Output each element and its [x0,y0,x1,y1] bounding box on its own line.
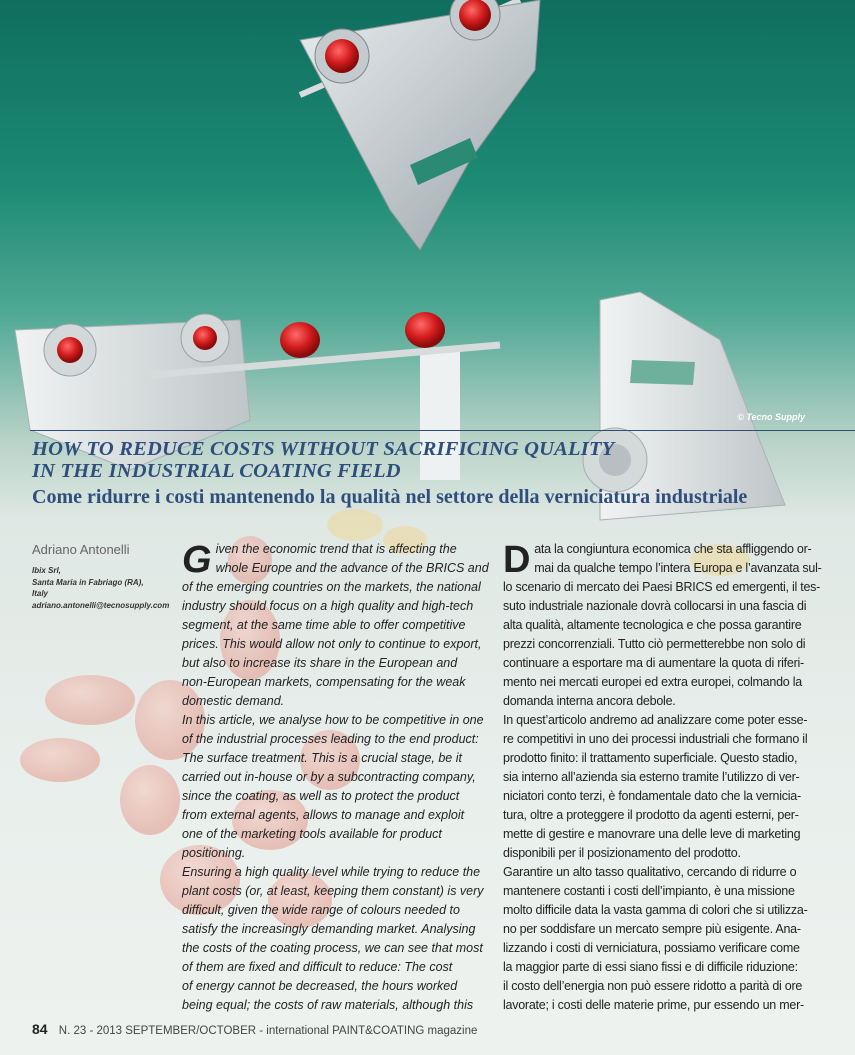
magazine-info: N. 23 - 2013 SEPTEMBER/OCTOBER - international PAINT&COATING magazine [58,1025,478,1037]
text-line: il costo dell’energia non può essere ridotto a parità di ore [503,979,803,993]
text-line: lizzando i costi di verniciatura, possiamo verificare come [503,941,800,955]
text-line: carried out in-house or by a subcontracting company, [182,770,476,784]
author-country: Italy [32,589,49,598]
text-line: tura, oltre a proteggere il prodotto da agenti esterni, per- [503,808,799,822]
text-line: whole Europe and the advance of the BRICS and [215,561,489,575]
english-text [182,540,487,1015]
red-cap [405,312,445,348]
photo-credit: © Tecno Supply [737,412,805,422]
title-english-line: IN THE INDUSTRIAL COATING FIELD [32,460,401,482]
text-line: the costs of the coating process, we can see that most [182,941,483,955]
text-line: segment, at the same time able to offer competitive [182,618,466,632]
drop-cap: G [182,539,212,581]
text-line: prices. This would allow not only to continue to export, [182,637,482,651]
text-line: domanda interna ancora debole. [503,694,676,708]
text-line: of the industrial processes leading to the end product: [182,732,479,746]
text-line: la maggior parte di essi siano fissi e di difficile riduzione: [503,960,798,974]
text-line: of the emerging countries on the markets, the national [182,580,481,594]
author-affiliation [32,565,182,611]
page-number: 84 [32,1021,48,1037]
author-email: adriano.antonelli@tecnosupply.com [32,600,170,610]
text-line: positioning. [182,846,246,860]
italian-text [503,540,822,1015]
text-line: iven the economic trend that is affecting the [215,542,457,556]
text-line: of energy cannot be decreased, the hours worked [182,979,458,993]
author-name: Adriano Antonelli [32,542,130,557]
text-line: of them are fixed and difficult to reduce: The cost [182,960,453,974]
text-line: lavorate; i costi delle materie prime, pur essendo un mer- [503,998,804,1012]
red-cap [193,326,217,350]
text-line: prodotto finito: il trattamento superficiale. Questo stadio, [503,751,798,765]
text-line: mantenere costanti i costi dell’impianto, è una missione [503,884,795,898]
text-line: In quest’articolo andremo ad analizzare come poter esse- [503,713,808,727]
text-line: Garantire un alto tasso qualitativo, cercando di ridurre o [503,865,797,879]
text-line: one of the marketing tools available for product [182,827,442,841]
text-line: In this article, we analyse how to be competitive in one [182,713,484,727]
text-line: molto difficile data la vasta gamma di colori che si utilizza- [503,903,808,917]
text-line: industry should focus on a high quality and high-tech [182,599,474,613]
red-cap [280,322,320,358]
text-line: lo scenario di mercato dei Paesi BRICS ed emergenti, il tes- [503,580,821,594]
text-line: The surface treatment. This is a crucial stage, be it [182,751,462,765]
text-line: satisfy the increasingly demanding market. Analysing [182,922,476,936]
text-line: ata la congiuntura economica che sta affliggendo or- [534,542,812,556]
red-cap [325,39,359,73]
english-column [182,540,487,1015]
text-line: niciatori conto terzi, è fondamentale dato che la vernicia- [503,789,801,803]
text-line: no per soddisfare un mercato sempre più esigente. Ana- [503,922,801,936]
text-line: but also to increase its share in the European and [182,656,458,670]
text-line: alta qualità, altamente tecnologica e che possa garantire [503,618,802,632]
bracket-slot [630,360,695,385]
text-line: disponibili per il posizionamento del prodotto. [503,846,741,860]
text-line: continuare a esportare ma di aumentare la quota di riferi- [503,656,804,670]
text-line: mette di gestire e manovrare una delle leve di marketing [503,827,801,841]
text-line: from external agents, allows to manage and exploit [182,808,465,822]
text-line: being equal; the costs of raw materials, although this [182,998,474,1012]
text-line: Ensuring a high quality level while trying to reduce the [182,865,481,879]
text-line: mai da qualche tempo l’intera Europa e l’avanzata sul- [534,561,822,575]
author-city: Santa Maria in Fabriago (RA), [32,577,144,587]
text-line: plant costs (or, at least, keeping them constant) is very [182,884,484,898]
text-line: domestic demand. [182,694,285,708]
text-line: non-European markets, compensating for the weak [182,675,466,689]
italian-column [503,539,822,1015]
page-footer [32,1021,477,1037]
title-english [32,438,832,482]
text-line: difficult, given the wide range of colours needed to [182,903,460,917]
text-line: suto industriale nazionale dovrà collocarsi in una fascia di [503,599,807,613]
text-line: prezzi concorrenziali. Tutto ciò permetterebbe non solo di [503,637,806,651]
title-italian: Come ridurre i costi mantenendo la qualità nel settore della verniciatura industriale [32,486,748,508]
title-rule [30,430,855,431]
author-company: Ibix Srl, [32,566,61,575]
text-line: re competitivi in uno dei processi industriali che formano il [503,732,808,746]
drop-cap: D [503,539,531,581]
title-english-line: HOW TO REDUCE COSTS WITHOUT SACRIFICING QUALITY [32,438,615,460]
red-cap [57,337,83,363]
text-line: mento nei mercati europei ed extra europei, colmando la [503,675,802,689]
red-cap [459,0,491,31]
text-line: since the coating, as well as to protect the product [182,789,460,803]
text-line: sia interno all’azienda sia esterno tramite l’utilizzo di ver- [503,770,800,784]
